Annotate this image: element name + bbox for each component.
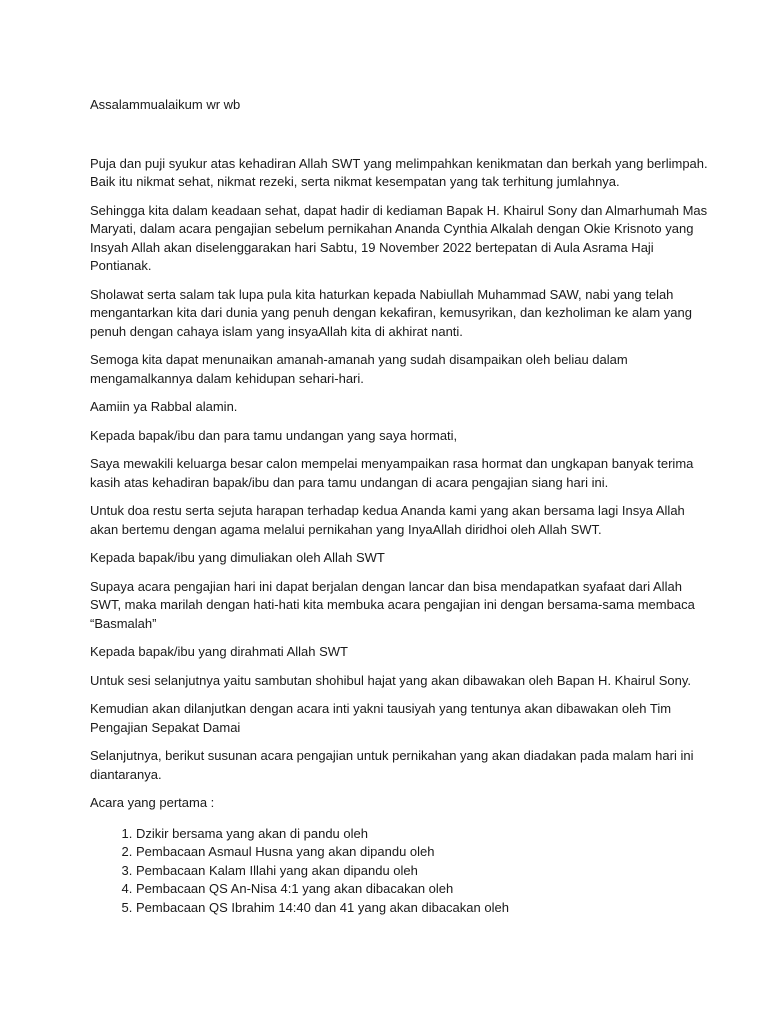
- paragraph-basmalah: Supaya acara pengajian hari ini dapat berjalan dengan lancar dan bisa mendapatkan syafaat dari Allah SWT, maka marilah dengan hati-hati kita membuka acara pengajian ini dengan bersama-sama membaca “Basmalah”: [90, 578, 695, 631]
- list-item: 2. Pembacaan Asmaul Husna yang akan dipandu oleh: [136, 843, 708, 862]
- acara-list: [90, 825, 708, 918]
- paragraph-aamiin: Aamiin ya Rabbal alamin.: [90, 399, 238, 414]
- greeting: Assalammualaikum wr wb: [90, 97, 241, 112]
- paragraph-acara-pertama: Acara yang pertama :: [90, 795, 215, 810]
- paragraph-doa-restu: Untuk doa restu serta sejuta harapan terhadap kedua Ananda kami yang akan bersama lagi Insya Allah akan bertemu dengan agama melalui pernikahan yang InyaAllah diridhoi oleh Allah SWT.: [90, 503, 685, 537]
- list-item: 4. Pembacaan QS An-Nisa 4:1 yang akan dibacakan oleh: [136, 880, 708, 899]
- paragraph-amanah: Semoga kita dapat menunaikan amanah-amanah yang sudah disampaikan oleh beliau dalam mengamalkannya dalam kehidupan sehari-hari.: [90, 352, 628, 386]
- list-item: 3. Pembacaan Kalam Illahi yang akan dipandu oleh: [136, 862, 708, 881]
- paragraph-address-guests: Kepada bapak/ibu dan para tamu undangan yang saya hormati,: [90, 427, 458, 443]
- paragraph-venue: Sehingga kita dalam keadaan sehat, dapat hadir di kediaman Bapak H. Khairul Sony dan Almarhumah Mas Maryati, dalam acara pengajian sebelum pernikahan Ananda Cynthia Alkalah dengan Okie Krisnoto yang Insyah Allah akan diselenggarakan hari Sabtu, 19 November 2022 bertepatan di Aula Asrama Haji Pontianak.: [90, 202, 708, 273]
- paragraph-sholawat: Sholawat serta salam tak lupa pula kita haturkan kepada Nabiullah Muhammad SAW, nabi yang telah mengantarkan kita dari dunia yang penuh dengan kekafiran, kemusyrikan, dan kezholiman ke alam yang penuh dengan cahaya islam yang insyaAllah kita di akhirat nanti.: [90, 286, 692, 339]
- list-item: 1. Dzikir bersama yang akan di pandu oleh: [136, 825, 708, 844]
- paragraph-tausiyah: Kemudian akan dilanjutkan dengan acara inti yakni tausiyah yang tentunya akan dibawakan oleh Tim Pengajian Sepakat Damai: [90, 701, 672, 735]
- paragraph-opening: Puja dan puji syukur atas kehadiran Allah SWT yang melimpahkan kenikmatan dan berkah yang berlimpah. Baik itu nikmat sehat, nikmat rezeki, serta nikmat kesempatan yang tak terhitung jumlahnya.: [90, 155, 708, 189]
- paragraph-address-dimuliakan: Kepada bapak/ibu yang dimuliakan oleh Allah SWT: [90, 550, 385, 565]
- paragraph-sambutan: Untuk sesi selanjutnya yaitu sambutan shohibul hajat yang akan dibawakan oleh Bapan H. Khairul Sony.: [90, 672, 692, 688]
- list-item: 5. Pembacaan QS Ibrahim 14:40 dan 41 yang akan dibacakan oleh: [136, 899, 708, 918]
- paragraph-thanks: Saya mewakili keluarga besar calon mempelai menyampaikan rasa hormat dan ungkapan banyak terima kasih atas kehadiran bapak/ibu dan para tamu undangan di acara pengajian siang hari ini.: [90, 456, 694, 490]
- paragraph-address-dirahmati: Kepada bapak/ibu yang dirahmati Allah SWT: [90, 644, 348, 659]
- paragraph-susunan-acara: Selanjutnya, berikut susunan acara pengajian untuk pernikahan yang akan diadakan pada malam hari ini diantaranya.: [90, 748, 694, 782]
